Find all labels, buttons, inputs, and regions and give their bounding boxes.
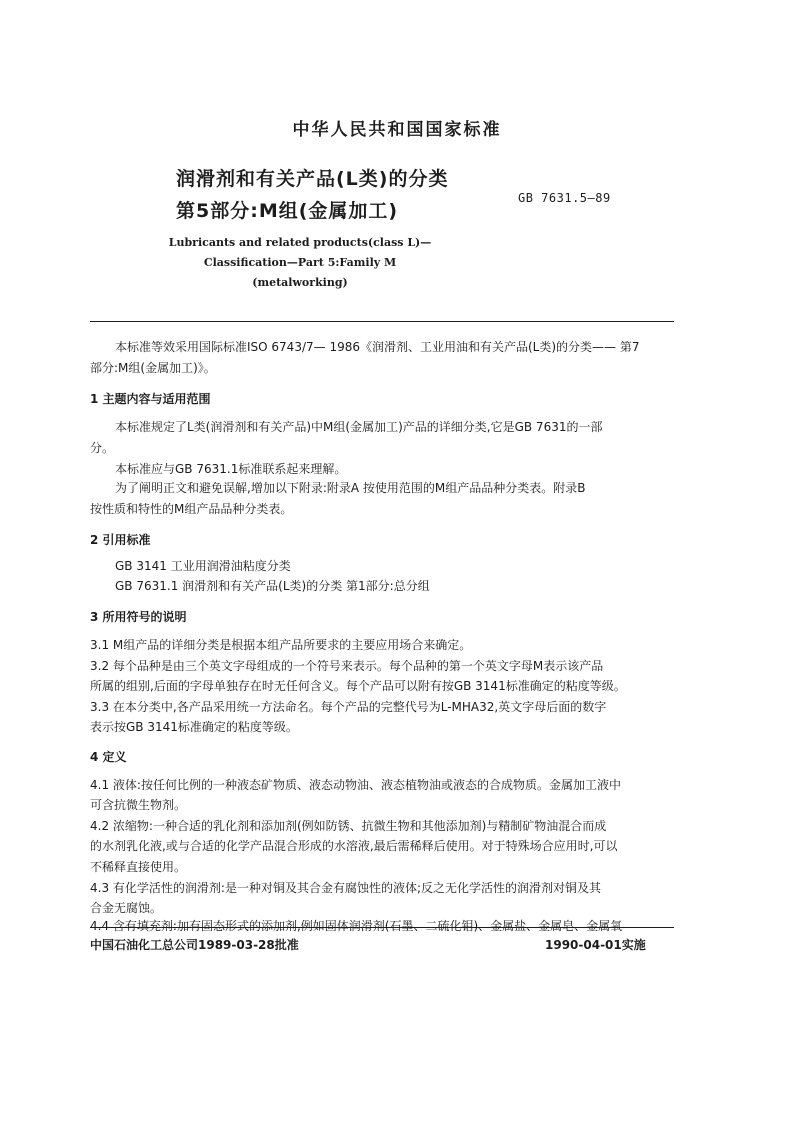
section4-line8: 4.4 含有填充剂:加有固态形式的添加剂,例如固体润滑剂(石墨、二硫化钼)、金属盐、金属皂、金属氧 — [90, 919, 623, 933]
approval-date: 中国石油化工总公司1989-03-28批准 — [90, 938, 299, 952]
section1-line3: 本标准应与GB 7631.1标准联系起来理解。 — [115, 462, 347, 476]
section4-heading: 4 定义 — [90, 750, 127, 764]
section3-line3: 所属的组别,后面的字母单独存在时无任何含义。每个产品可以附有按GB 3141标准确定的粘度等级。 — [90, 679, 626, 693]
intro-line1: 本标准等效采用国际标准ISO 6743/7— 1986《润滑剂、工业用油和有关产品(L类)的分类—— 第7 — [115, 340, 640, 354]
section3-line5: 表示按GB 3141标准确定的粘度等级。 — [90, 720, 298, 734]
section1-heading: 1 主题内容与适用范围 — [90, 392, 211, 406]
title-cn-line1: 润滑剂和有关产品(L类)的分类 — [176, 168, 449, 190]
section3-line1: 3.1 M组产品的详细分类是根据本组产品所要求的主要应用场合来确定。 — [90, 638, 472, 652]
title-en-line2: Classification—Part 5:Family M — [203, 256, 397, 269]
section2-ref1: GB 3141 工业用润滑油粘度分类 — [115, 559, 291, 573]
section1-line1: 本标准规定了L类(润滑剂和有关产品)中M组(金属加工)产品的详细分类,它是GB 7631的一部 — [115, 420, 603, 434]
section4-line7: 合金无腐蚀。 — [90, 901, 163, 915]
section2-ref2: GB 7631.1 润滑剂和有关产品(L类)的分类 第1部分:总分组 — [115, 579, 430, 593]
section1-line2: 分。 — [90, 441, 115, 455]
title-en-line3: (metalworking) — [252, 276, 348, 289]
implementation-date: 1990-04-01实施 — [545, 938, 646, 952]
standard-number: GB 7631.5—89 — [518, 191, 611, 205]
section4-line1: 4.1 液体:按任何比例的一种液态矿物质、液态动物油、液态植物油或液态的合成物质。金属加工液中 — [90, 778, 621, 792]
section4-line4: 的水剂乳化液,或与合适的化学产品混合形成的水溶液,最后需稀释后使用。对于特殊场合应用时,可以 — [90, 839, 618, 853]
standard-type-heading: 中华人民共和国国家标准 — [292, 120, 502, 140]
section1-line5: 按性质和特性的M组产品品种分类表。 — [90, 502, 293, 516]
section4-line5: 不稀释直接使用。 — [90, 860, 187, 874]
section4-line2: 可含抗微生物剂。 — [90, 798, 187, 812]
footer-divider — [90, 927, 674, 928]
header-divider — [90, 321, 674, 322]
section3-line2: 3.2 每个品种是由三个英文字母组成的一个符号来表示。每个品种的第一个英文字母M表示该产品 — [90, 659, 604, 673]
section4-line6: 4.3 有化学活性的润滑剂:是一种对铜及其合金有腐蚀性的液体;反之无化学活性的润滑剂对铜及其 — [90, 881, 601, 895]
section4-line3: 4.2 浓缩物:一种合适的乳化剂和添加剂(例如防锈、抗微生物和其他添加剂)与精制矿物油混合而成 — [90, 819, 607, 833]
title-cn-line2: 第5部分:M组(金属加工) — [176, 200, 399, 222]
section2-heading: 2 引用标准 — [90, 533, 151, 547]
title-en-line1: Lubricants and related products(class L)— — [168, 236, 432, 249]
section3-heading: 3 所用符号的说明 — [90, 610, 187, 624]
intro-line2: 部分:M组(金属加工)》。 — [90, 361, 216, 375]
section1-line4: 为了阐明正文和避免误解,增加以下附录:附录A 按使用范围的M组产品品种分类表。附录B — [115, 481, 586, 495]
section3-line4: 3.3 在本分类中,各产品采用统一方法命名。每个产品的完整代号为L-MHA32,英文字母后面的数字 — [90, 700, 607, 714]
